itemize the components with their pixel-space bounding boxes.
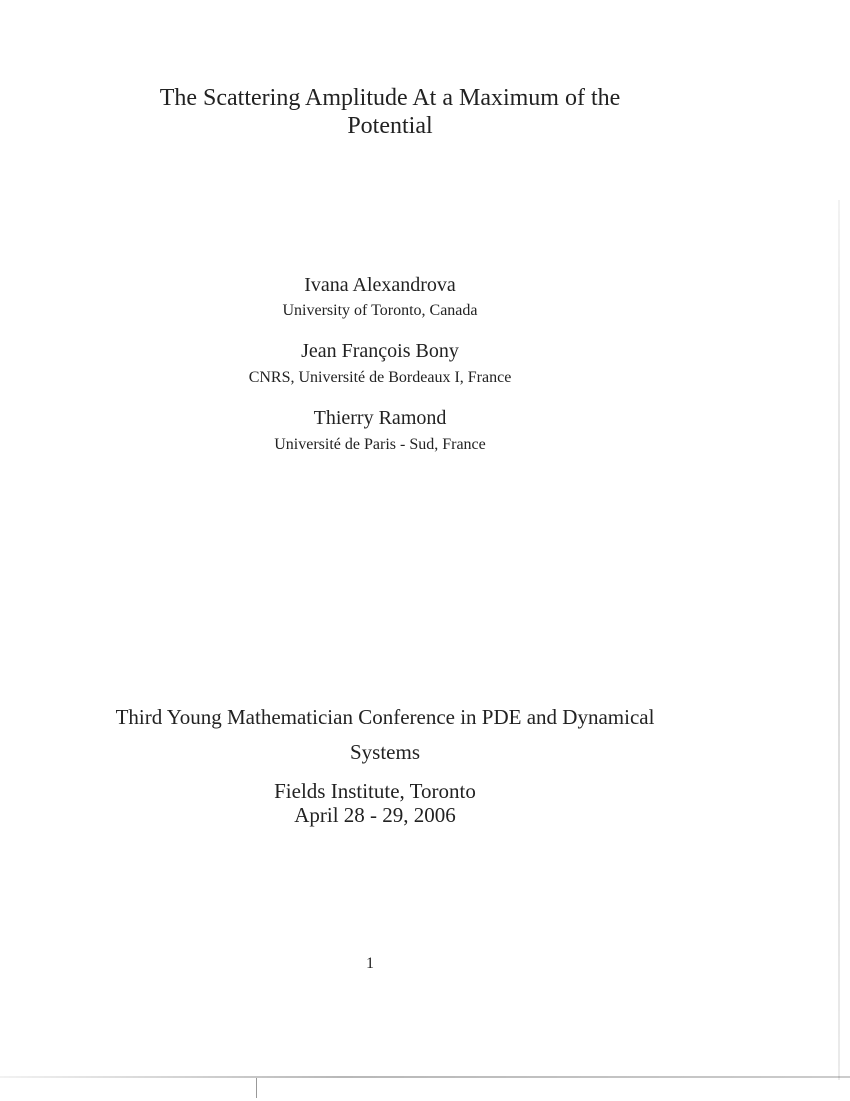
author-name-1: Ivana Alexandrova (304, 274, 456, 296)
author-name-2: Jean François Bony (301, 340, 459, 362)
page-number: 1 (366, 955, 374, 972)
paper-title-line-1: The Scattering Amplitude At a Maximum of the (159, 85, 621, 111)
scan-edge-right (838, 200, 840, 1080)
author-affiliation-1: University of Toronto, Canada (282, 302, 478, 319)
conference-line-2: Systems (349, 740, 420, 764)
conference-venue: Fields Institute, Toronto (274, 779, 476, 803)
scan-edge-bottom (0, 1076, 850, 1078)
conference-date: April 28 - 29, 2006 (294, 803, 456, 827)
author-affiliation-3: Université de Paris - Sud, France (274, 436, 486, 453)
author-name-3: Thierry Ramond (313, 407, 447, 429)
paper-title (60, 84, 720, 140)
paper-title-line-2: Potential (347, 113, 433, 139)
scan-tick (256, 1078, 257, 1098)
conference-line-1: Third Young Mathematician Conference in PDE and Dynamical (115, 705, 655, 729)
author-affiliation-2: CNRS, Université de Bordeaux I, France (248, 369, 512, 386)
